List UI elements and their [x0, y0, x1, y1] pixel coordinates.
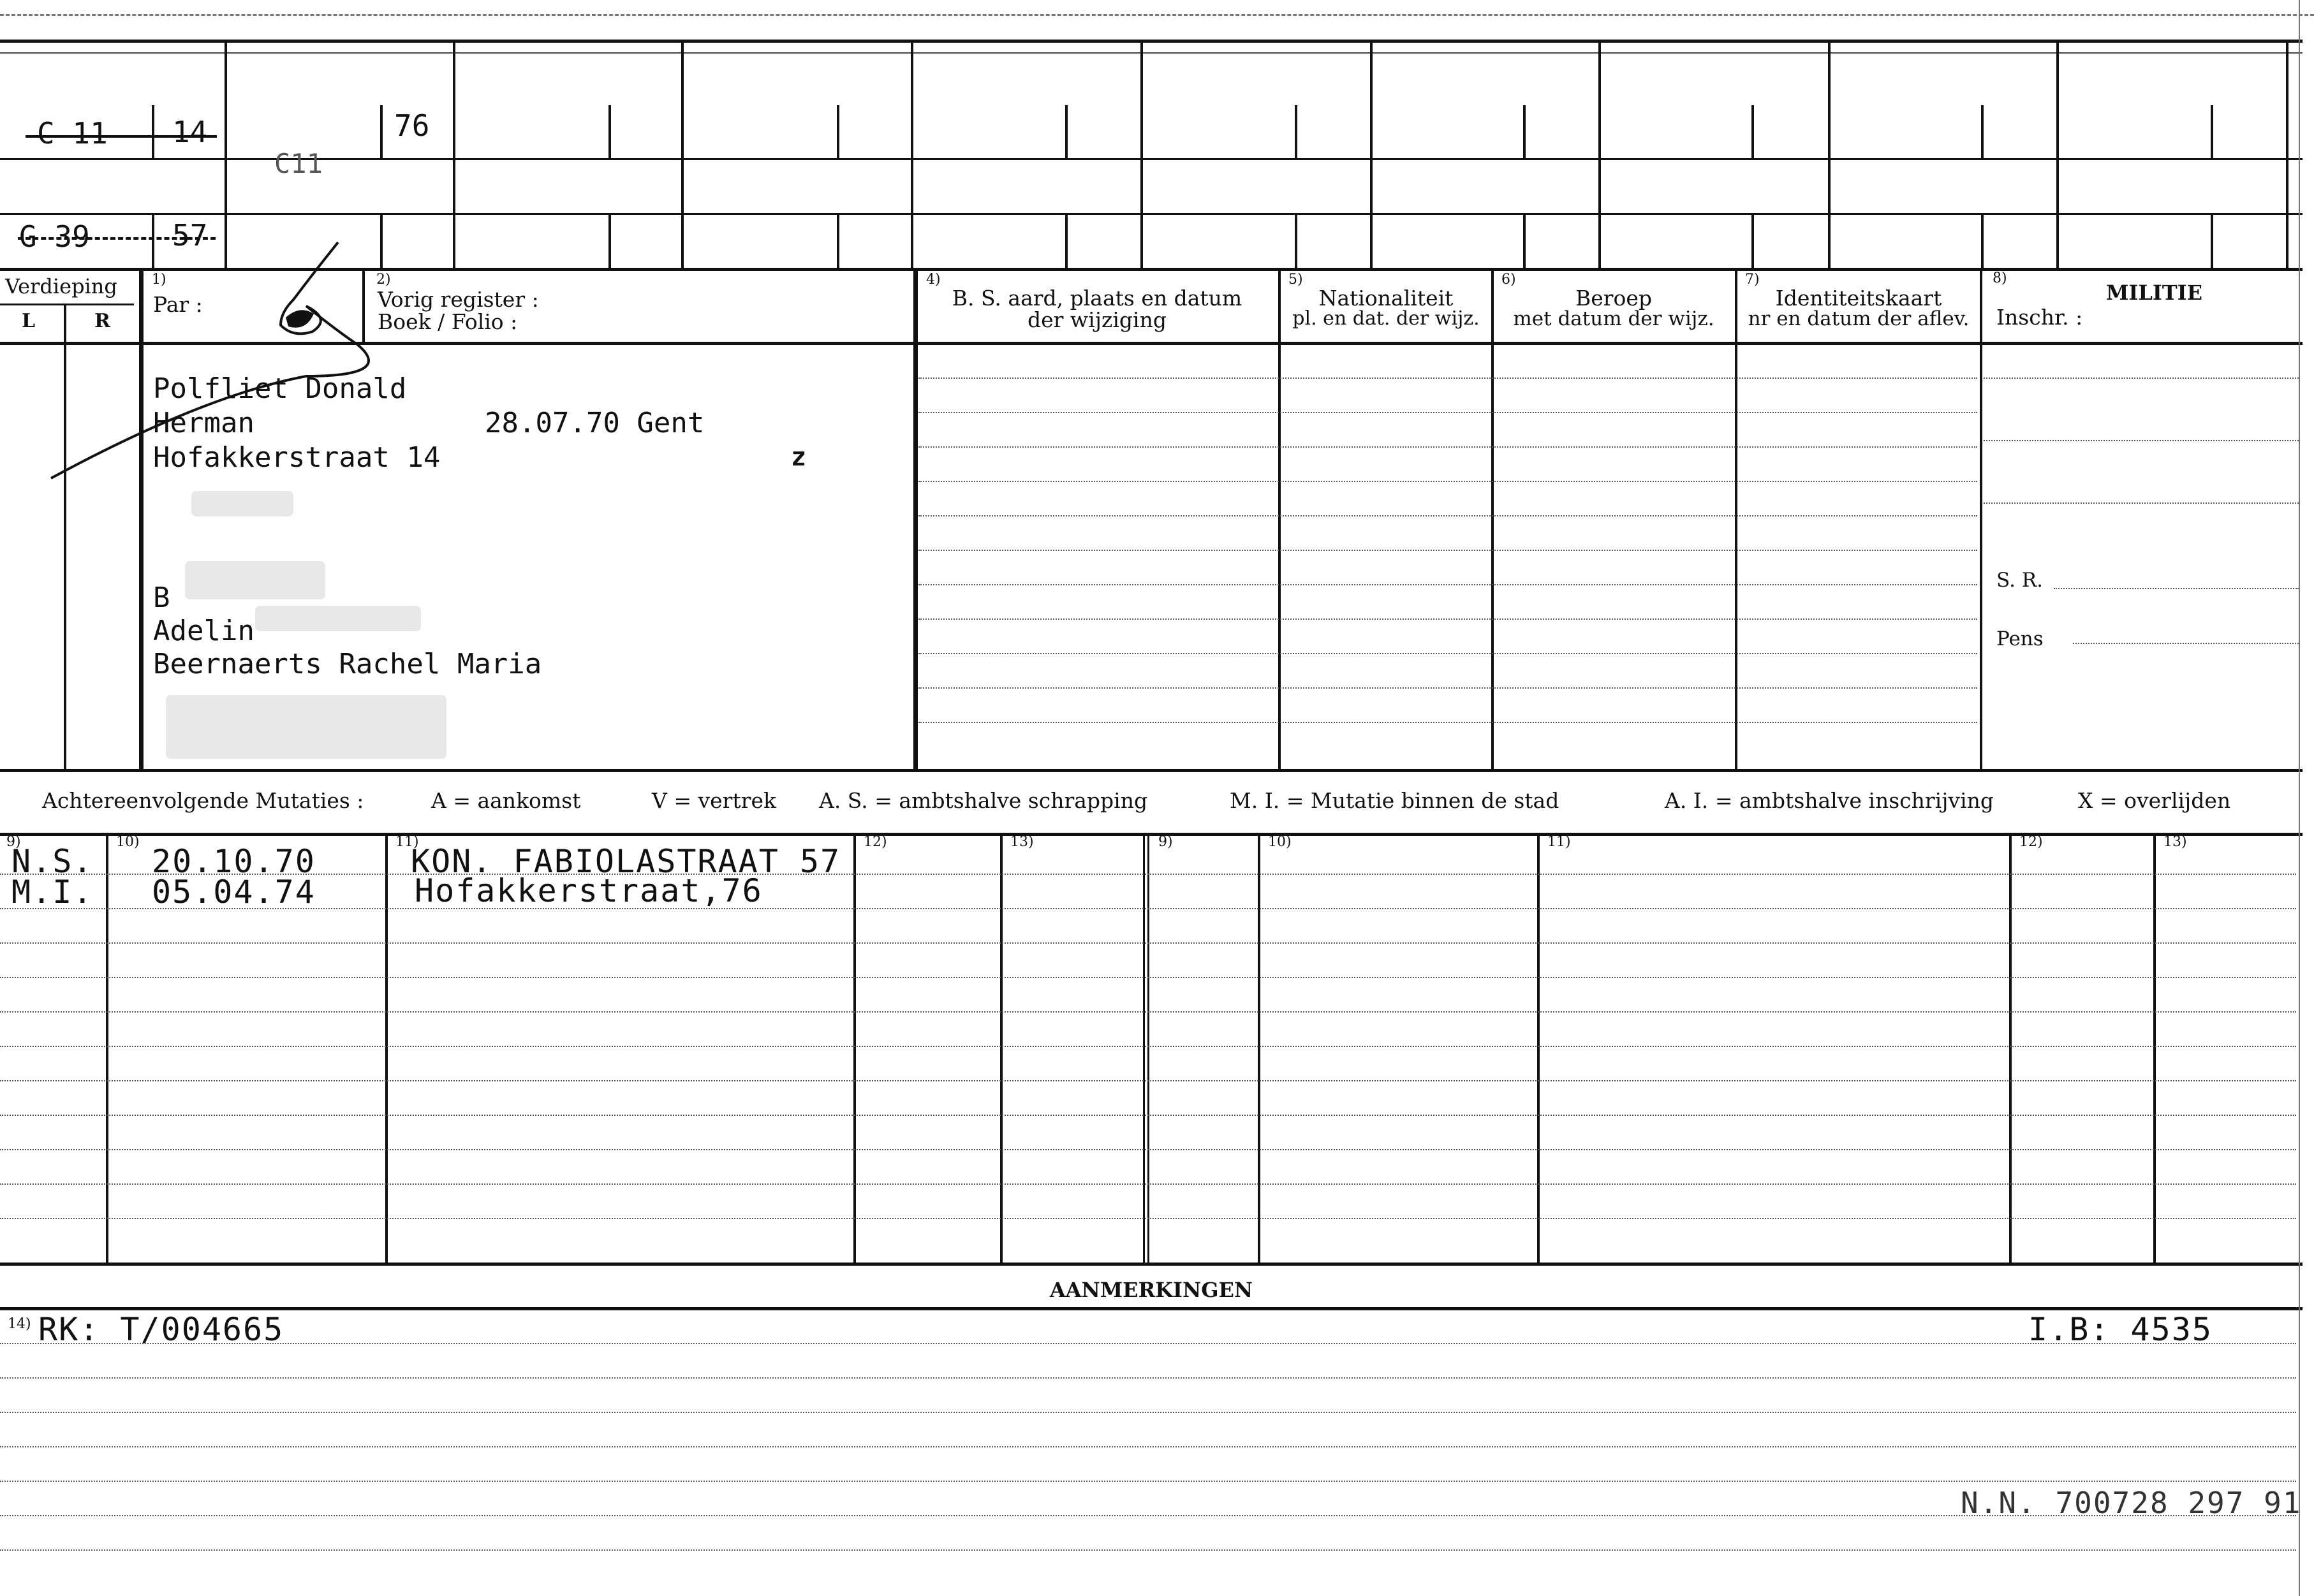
ruled-line — [0, 874, 2296, 875]
legend-mi: M. I. = Mutatie binnen de stad — [1230, 788, 1559, 813]
ruled-line — [1984, 440, 2299, 441]
person-b-mark: B — [153, 582, 170, 614]
person-father: Adelin — [153, 615, 254, 647]
mut-col-12a: 12) — [864, 834, 887, 850]
ruled-line — [0, 1149, 2296, 1150]
ruled-line — [1984, 502, 2299, 504]
header-militie: MILITIE — [2106, 281, 2203, 305]
ruled-line — [918, 653, 1977, 654]
header-bs-1: B. S. aard, plaats en datum — [952, 286, 1242, 311]
mut-col-12b: 12) — [2019, 834, 2043, 850]
mut-col-9b: 9) — [1158, 834, 1173, 850]
ruled-line — [0, 1446, 2296, 1447]
remarks-nn: N.N. 700728 297 91 — [1961, 1486, 2302, 1520]
header-id-2: nr en datum der aflev. — [1748, 307, 1970, 330]
mut-col-11b: 11) — [1547, 834, 1571, 850]
mutation-row-1-address: KON. FABIOLASTRAAT 57 — [411, 843, 841, 880]
header-id-1: Identiteitskaart — [1775, 286, 1942, 311]
ruled-line — [0, 1046, 2296, 1047]
ruled-line — [0, 1549, 2296, 1551]
person-address: Hofakkerstraat 14 — [153, 441, 441, 474]
mutation-row-2-code: M.I. — [11, 874, 94, 911]
ruled-line — [0, 1515, 2296, 1516]
ruled-line — [918, 377, 1977, 379]
person-second-name: Herman — [153, 407, 254, 439]
ruled-line — [918, 687, 1977, 689]
mut-col-10a: 10) — [116, 834, 140, 850]
header-par: Par : — [153, 292, 203, 317]
header-nat-1: Nationaliteit — [1318, 286, 1454, 311]
col2-num: 2) — [376, 272, 391, 288]
header-beroep-1: Beroep — [1575, 286, 1653, 311]
header-beroep-2: met datum der wijz. — [1513, 307, 1714, 330]
mut-col-13b: 13) — [2163, 834, 2187, 850]
ruled-line — [0, 908, 2296, 909]
ruled-line — [0, 1481, 2296, 1482]
pen-scribble — [38, 236, 395, 491]
person-mother: Beernaerts Rachel Maria — [153, 648, 542, 680]
person-birth: 28.07.70 Gent — [485, 407, 705, 439]
col6-num: 6) — [1501, 272, 1516, 288]
ruled-line — [0, 977, 2296, 978]
ruled-line — [918, 722, 1977, 723]
person-z-mark: z — [791, 443, 807, 472]
ruled-line — [0, 1080, 2296, 1081]
header-bs-2: der wijziging — [1028, 307, 1167, 332]
ruled-line — [918, 446, 1977, 448]
ruled-line — [0, 1218, 2296, 1219]
header-verdieping: Verdieping — [5, 274, 117, 298]
ruled-line — [1984, 377, 2299, 379]
militie-sr: S. R. — [1996, 569, 2044, 592]
col4-num: 4) — [926, 272, 941, 288]
box-number: 76 — [394, 108, 430, 143]
ruled-line — [918, 412, 1977, 413]
old-code-1: C 11 — [37, 116, 108, 150]
person-name: Polfliet Donald — [153, 372, 407, 405]
mutation-row-2-date: 05.04.74 — [152, 874, 316, 911]
ruled-line — [918, 584, 1977, 585]
legend-as: A. S. = ambtshalve schrapping — [819, 788, 1148, 813]
ruled-line — [918, 481, 1977, 482]
ruled-line — [0, 942, 2296, 944]
header-r: R — [94, 310, 110, 332]
ruled-line — [918, 515, 1977, 516]
ruled-line — [0, 1343, 2296, 1344]
col1-num: 1) — [152, 272, 166, 288]
old-code-2: G 39 — [19, 219, 90, 254]
mutation-row-2-address: Hofakkerstraat,76 — [415, 872, 763, 909]
mutation-row-1-code: N.S. — [11, 843, 94, 880]
header-nat-2: pl. en dat. der wijz. — [1292, 307, 1480, 330]
ruled-line — [918, 550, 1977, 551]
col7-num: 7) — [1745, 272, 1760, 288]
legend-a: A = aankomst — [431, 788, 581, 813]
ruled-line — [0, 1377, 2296, 1379]
ruled-line — [0, 1183, 2296, 1185]
old-code-2-num: 57 — [172, 218, 208, 253]
mut-col-10b: 10) — [1268, 834, 1292, 850]
remarks-num: 14) — [8, 1316, 31, 1332]
legend-v: V = vertrek — [652, 788, 776, 813]
ruled-line — [0, 1412, 2296, 1413]
mut-col-11a: 11) — [395, 834, 419, 850]
mut-col-9a: 9) — [6, 834, 21, 850]
legend-ai: A. I. = ambtshalve inschrijving — [1665, 788, 1994, 813]
mutations-title: Achtereenvolgende Mutaties : — [42, 788, 364, 813]
old-code-1-num: 14 — [172, 115, 208, 149]
header-vorig-register: Vorig register : — [378, 287, 539, 312]
mutation-row-1-date: 20.10.70 — [152, 843, 316, 880]
box-code: C11 — [274, 148, 323, 179]
header-inschr: Inschr. : — [1996, 305, 2083, 330]
remarks-rk: RK: T/004665 — [38, 1311, 284, 1348]
legend-x: X = overlijden — [2078, 788, 2231, 813]
header-l: L — [22, 310, 36, 332]
remarks-title: AANMERKINGEN — [1049, 1278, 1253, 1302]
col8-num: 8) — [1993, 270, 2007, 286]
ruled-line — [0, 1011, 2296, 1013]
ruled-line — [918, 619, 1977, 620]
mut-col-13a: 13) — [1010, 834, 1034, 850]
header-boek-folio: Boek / Folio : — [378, 309, 518, 334]
militie-pens: Pens — [1996, 627, 2044, 650]
ruled-line — [0, 1115, 2296, 1116]
remarks-ib: I.B: 4535 — [2028, 1311, 2213, 1348]
col5-num: 5) — [1288, 272, 1303, 288]
